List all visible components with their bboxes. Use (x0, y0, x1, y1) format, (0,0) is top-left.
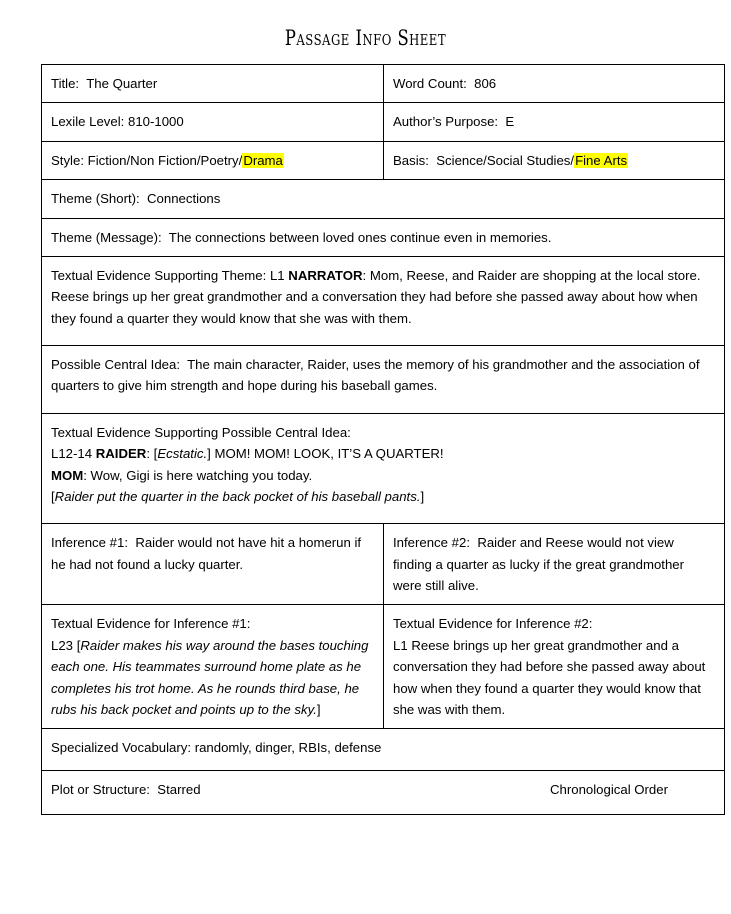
evidence-central-idea-line-3 (51, 486, 716, 507)
cell-evidence-inference-2 (384, 605, 725, 729)
evidence-inference-2-body (393, 635, 716, 721)
style-options: Fiction/Non Fiction/Poetry/ (87, 152, 243, 168)
authors-purpose-value: E (505, 114, 515, 130)
line1-open: : [ (146, 446, 158, 462)
passage-info-table (41, 64, 725, 815)
inference-1-text: Raider would not have hit a homerun if he had not found a lucky quarter. (51, 535, 362, 572)
evidence-inference-2-text: Reese brings up her great grandmother and a conversation they had before she passed away about how when they found a quarter they would know that she was with them. (393, 637, 706, 717)
line2-text: : Wow, Gigi is here watching you today. (83, 467, 313, 483)
central-idea-label: Possible Central Idea: (51, 357, 181, 372)
line1-stage-direction: Ecstatic. (157, 446, 208, 462)
theme-message-value: The connections between loved ones continue even in memories. (168, 229, 552, 245)
evidence-theme-text: : Mom, Reese, and Raider are shopping at the local store. Reese brings up her great grandmother and a conversation they had before she passed away about how when they found a quarter they would know that she was with them. (51, 267, 701, 326)
plot-structure-note: Chronological Order (549, 781, 668, 797)
table-row-central-idea (42, 346, 725, 414)
evidence-inference-1-label: Textual Evidence for Inference #1: (51, 616, 251, 632)
table-row-specialized-vocabulary (42, 729, 725, 770)
table-row-theme-short (42, 180, 725, 218)
table-row-evidence-inferences (42, 605, 725, 729)
evidence-inference-2-line-ref: L1 (393, 637, 408, 653)
evidence-theme-label: Textual Evidence Supporting Theme: (51, 267, 267, 283)
cell-evidence-inference-1 (42, 605, 384, 729)
table-row-title (42, 65, 725, 103)
evidence-inference-1-quote: Raider makes his way around the bases touching each one. His teammates surround home plate as he completes his trot home. As he rounds third base, he rubs his back pocket and points up to the sky. (51, 637, 369, 717)
plot-structure-label: Plot or Structure: (51, 781, 150, 797)
inference-2-text: Raider and Reese would not view finding a quarter as lucky if the great grandmother were still alive. (393, 535, 685, 593)
title-value: The Quarter (86, 76, 158, 91)
table-row-evidence-central-idea (42, 413, 725, 524)
line2-speaker: MOM (51, 467, 84, 483)
lexile-value: 810-1000 (127, 114, 184, 130)
cell-plot-structure (42, 770, 725, 814)
word-count-value: 806 (474, 76, 497, 91)
evidence-inference-1-open-bracket: [ (76, 637, 81, 653)
line3-open-bracket: [ (51, 488, 55, 504)
cell-basis (384, 141, 725, 179)
inference-1-label: Inference #1: (51, 535, 128, 551)
theme-message-label: Theme (Message): (51, 229, 162, 245)
basis-selected-highlight: Fine Arts (575, 152, 628, 168)
evidence-central-idea-line-1 (51, 443, 716, 464)
lexile-label: Lexile Level: (51, 114, 125, 130)
cell-evidence-central-idea (42, 413, 725, 524)
cell-evidence-theme (42, 256, 725, 345)
cell-inference-1 (42, 524, 384, 605)
cell-inference-2 (384, 524, 725, 605)
line1-ref: L12-14 (51, 446, 93, 462)
table-row-lexile (42, 103, 725, 141)
cell-theme-short (42, 180, 725, 218)
table-row-style-basis (42, 141, 725, 179)
inference-2-label: Inference #2: (393, 535, 470, 551)
specialized-vocab-label: Specialized Vocabulary: (51, 740, 192, 756)
cell-specialized-vocabulary (42, 729, 725, 770)
basis-options: Science/Social Studies/ (436, 152, 575, 168)
cell-lexile-level (42, 103, 384, 141)
style-label: Style: (51, 152, 84, 168)
table-row-theme-message (42, 218, 725, 256)
table-row-evidence-theme (42, 256, 725, 345)
line3-stage-direction: Raider put the quarter in the back pocket of his baseball pants. (54, 488, 421, 504)
line1-speaker: RAIDER (95, 446, 147, 462)
cell-title (42, 65, 384, 103)
word-count-label: Word Count: (393, 76, 467, 91)
cell-word-count (384, 65, 725, 103)
evidence-theme-line-ref: L1 (269, 267, 285, 283)
evidence-inference-1-body (51, 635, 375, 721)
authors-purpose-label: Author’s Purpose: (393, 114, 499, 130)
table-row-inferences (42, 524, 725, 605)
theme-short-value: Connections (147, 191, 221, 207)
central-idea-text: The main character, Raider, uses the memory of his grandmother and the association of quarters to give him strength and hope during his baseball games. (51, 357, 700, 394)
plot-structure-value: Starred (157, 781, 201, 797)
table-row-plot-structure (42, 770, 725, 814)
line1-close: ] MOM! MOM! LOOK, IT’S A QUARTER! (207, 446, 444, 462)
basis-label: Basis: (393, 152, 429, 168)
theme-short-label: Theme (Short): (51, 191, 140, 207)
plot-structure-main (51, 779, 201, 800)
evidence-central-idea-line-2 (51, 465, 716, 486)
line3-close-bracket: ] (420, 488, 425, 504)
evidence-central-idea-label: Textual Evidence Supporting Possible Central Idea: (51, 424, 351, 440)
evidence-theme-speaker: NARRATOR (288, 267, 363, 283)
cell-style (42, 141, 384, 179)
page-title: Passage Info Sheet (284, 26, 447, 50)
cell-authors-purpose (384, 103, 725, 141)
evidence-inference-1-line-ref: L23 (51, 637, 74, 653)
style-selected-highlight: Drama (243, 152, 283, 168)
title-label: Title: (51, 76, 80, 91)
evidence-inference-1-close-bracket: ] (316, 701, 321, 717)
evidence-inference-2-label: Textual Evidence for Inference #2: (393, 616, 593, 632)
cell-central-idea (42, 346, 725, 414)
cell-theme-message (42, 218, 725, 256)
specialized-vocab-value: randomly, dinger, RBIs, defense (194, 740, 382, 756)
